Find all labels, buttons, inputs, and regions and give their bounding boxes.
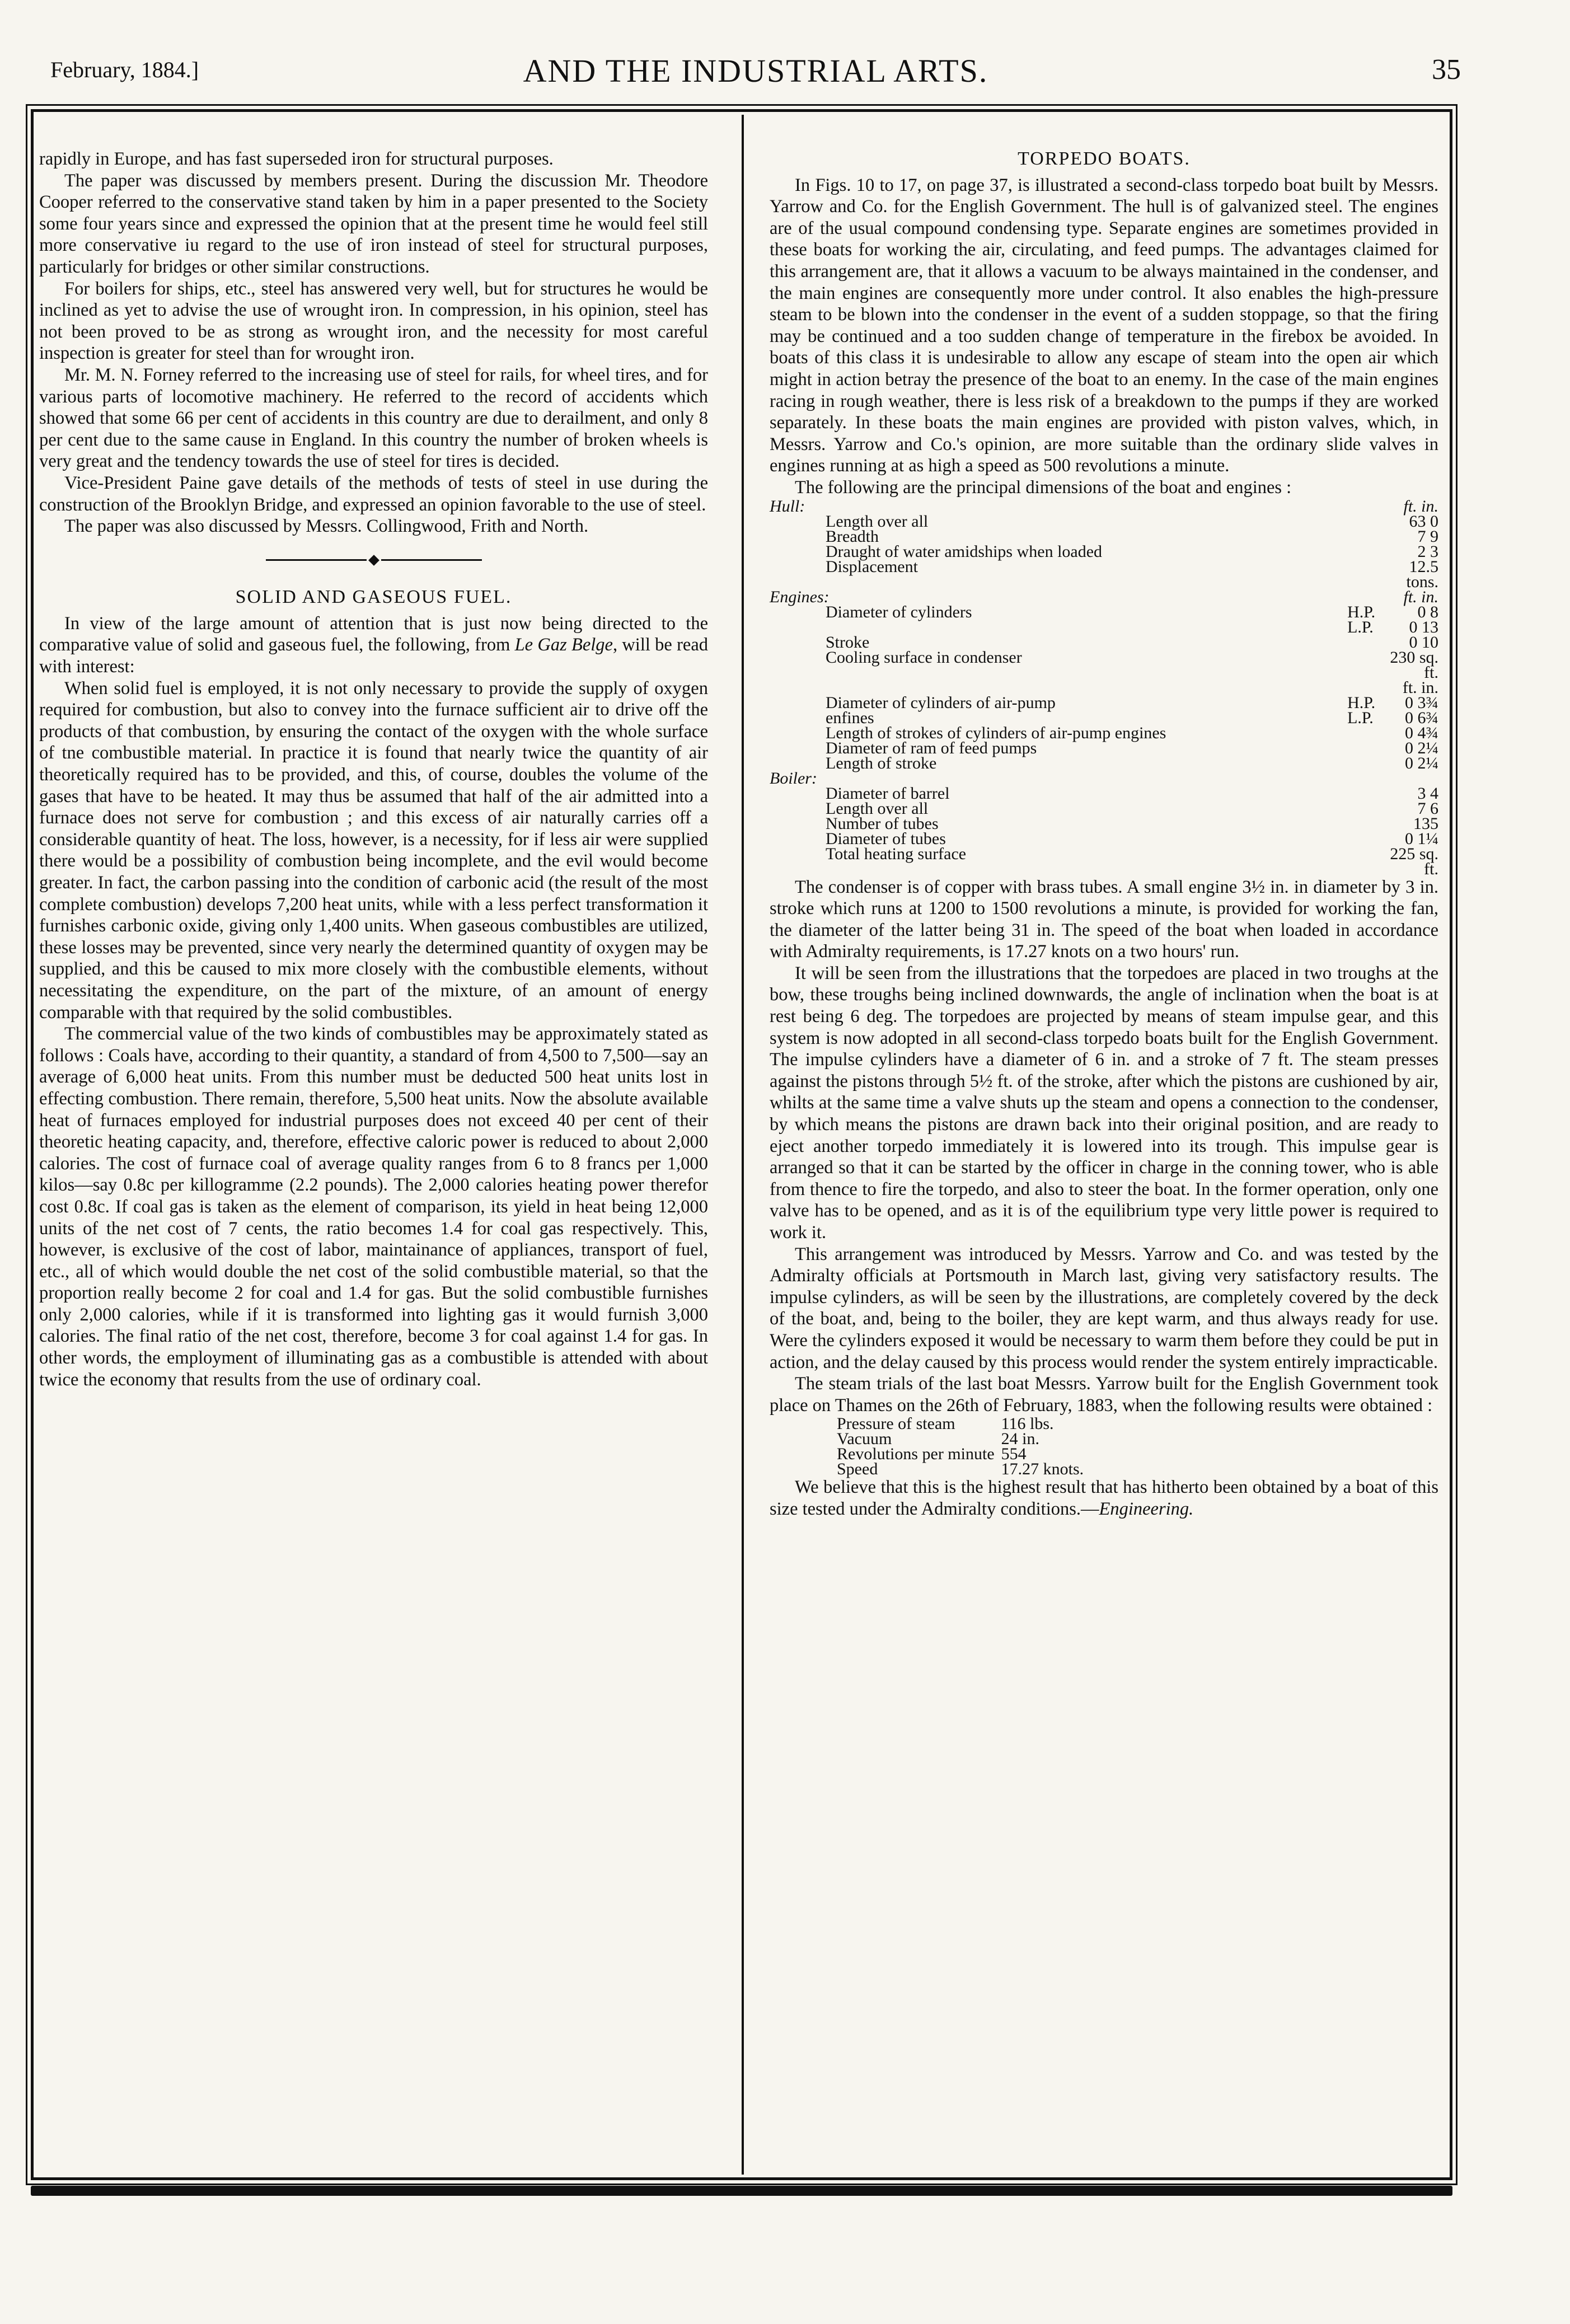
paragraph: The following are the principal dimensions of the boat and engines : <box>795 477 1292 498</box>
paragraph: The steam trials of the last boat Messrs. Yarrow built for the English Government took place on Thames on the 26th of February, 1883, when the following results were obtained : <box>770 1374 1438 1416</box>
table-row: Diameter of ram of feed pumps 0 2¼ <box>826 738 1438 757</box>
paragraph: The paper was discussed by members present. During the discussion Mr. Theodore Cooper referred to the conservative stand taken by him in a paper presented to the Society some four years since and expressed the opinion that at the present time he would feel still more conservative iu regard to the use of iron instead of steel for structural purposes, particularly for bridges or other similar constructions. <box>39 170 708 277</box>
table-row: Diameter of tubes 0 1¼ <box>826 829 1438 848</box>
table-row: Number of tubes 135 <box>826 814 1438 833</box>
paragraph: We believe that this is the highest result that has hitherto been obtained by a boat of this size tested under the Admiralty conditions.—Engineering. <box>770 1477 1438 1519</box>
table-row: Total heating surface 225 sq. ft. <box>826 844 1438 878</box>
table-row: Length over all 63 0 <box>826 512 1438 531</box>
paragraph: Mr. M. N. Forney referred to the increasing use of steel for rails, for wheel tires, and for various parts of locomotive machinery. He referred to the record of accidents which showed that some 66 per cent of accidents in this country are due to derailment, and only 8 per cent due to the same cause in England. In this country the number of broken wheels is very great and the tendency towards the use of steel for tires is decided. <box>39 364 708 472</box>
dimensions-table <box>770 496 1438 878</box>
paragraph: rapidly in Europe, and has fast superseded iron for structural purposes. <box>39 149 554 169</box>
left-column <box>39 148 708 1390</box>
table-row: Length over all 7 6 <box>826 799 1438 818</box>
section-heading: TORPEDO BOATS. <box>1018 148 1191 169</box>
table-row: Displacement 12.5 tons. <box>826 557 1438 591</box>
table-row: Diameter of cylinders of air-pump H.P. 0 3¾ <box>826 693 1438 712</box>
table-row: enfines L.P. 0 6¾ <box>826 708 1438 727</box>
table-row: Draught of water amidships when loaded 2 3 <box>826 542 1438 561</box>
paragraph: For boilers for ships, etc., steel has answered very well, but for structures he would be inclined as yet to advise the use of wrought iron. In compression, in his opinion, steel has not been proved to be as strong as wrought iron, and the necessity for most careful inspection is greater for steel than for wrought iron. <box>39 278 708 364</box>
table-row: Vacuum 24 in. <box>837 1430 1039 1449</box>
table-row: Speed 17.27 knots. <box>837 1460 1084 1479</box>
table-group-label: Engines: <box>770 587 829 606</box>
paragraph: When solid fuel is employed, it is not only necessary to provide the supply of oxygen required for combustion, but also to convey into the furnace sufficient air to drive off the products of that combustion, by ensuring the contact of the oxygen with the whole surface of tne combustible material. In practice it is found that nearly twice the quantity of air theoretically required has to be provided, and this, of course, doubles the volume of the gases that have to be heated. It may thus be assumed that half of the air admitted into a furnace does not serve for combustion ; and this excess of air naturally carries off a considerable quantity of heat. The loss, however, is a necessity, for if less air were supplied there would be a possibility of combustion being incomplete, and the evil would become greater. In fact, the carbon passing into the condition of carbonic acid (the result of the most complete combustion) develops 7,200 heat units, while with a less perfect transformation it furnishes carbonic oxide, giving only 1,400 units. When gaseous combustibles are utilized, these losses may be prevented, since very nearly the determined quantity of oxygen may be supplied, and this be caused to mix more closely with the combustible elements, without necessitating the expenditure, on the part of the mixture, of an amount of energy comparable with that required by the solid combustibles. <box>39 678 708 1023</box>
right-column <box>770 148 1438 1520</box>
table-row: Cooling surface in condenser 230 sq. ft. <box>826 648 1438 682</box>
trial-results-table <box>837 1416 1090 1477</box>
paragraph: The commercial value of the two kinds of combustibles may be approximately stated as follows : Coals have, according to their quantity, a standard of from 4,500 to 7,500—say an average of 6,000 heat units. From this number must be deducted 500 heat units lost in effecting combustion. There remain, therefore, 5,500 heat units. Now the absolute available heat of furnaces employed for industrial purposes does not exceed 40 per cent of their theoretic heating capacity, and, therefore, effective caloric power is reduced to about 2,000 calories. The cost of furnace coal of average quality ranges from 6 to 8 francs per 1,000 kilos—say 0.8c per killogramme (2.2 pounds). The 2,000 calories heating power therefor cost 0.8c. If coal gas is taken as the element of comparison, its yield in heat being 12,000 units of the net cost of 7 cents, the ratio becomes 1.4 for coal gas respectively. This, however, is exclusive of the cost of labor, maintainance of appliances, transport of fuel, etc., all of which would double the net cost of the solid combustible material, so that the proportion really become 2 for coal and 1.4 for gas. But the solid combustible furnishes only 2,000 calories, while if it is transformed into lighting gas it would furnish 3,000 calories. The final ratio of the net cost, therefore, become 3 for coal against 1.4 for gas. In other words, the employment of illuminating gas as a combustible is attended with about twice the economy that results from the use of ordinary coal. <box>39 1024 708 1390</box>
page-number: 35 <box>1432 54 1461 86</box>
unit-header: ft. in. <box>1403 496 1438 516</box>
table-row: Stroke 0 10 <box>826 632 1438 652</box>
table-row: Revolutions per minute 554 <box>837 1445 1027 1464</box>
table-row: Diameter of barrel 3 4 <box>826 784 1438 803</box>
table-group-label: Boiler: <box>770 769 817 788</box>
column-divider <box>742 115 744 2175</box>
paragraph: In Figs. 10 to 17, on page 37, is illustrated a second-class torpedo boat built by Messrs. Yarrow and Co. for the English Government. The hull is of galvanized steel. The engines are of the usual compound condensing type. Separate engines are sometimes provided in these boats for working the air, circulating, and feed pumps. The advantages claimed for this arrangement are, that it allows a vacuum to be always maintained in the condenser, and the main engines are consequently more under control. It also enables the high-pressure steam to be blown into the condenser in the event of a sudden stoppage, so that the firing may be continued and a too sudden change of temperature in the firebox be avoided. In boats of this class it is undesirable to allow any escape of steam into the open air which might in action betray the presence of the boat to an enemy. In the case of the main engines racing in rough weather, there is less risk of a breakdown to the pumps if they are worked separately. In these boats the main engines are provided with piston valves, which, in Messrs. Yarrow and Co.'s opinion, are more suitable than the ordinary slide valves in engines running at as high a speed as 500 revolutions a minute. <box>770 175 1438 476</box>
section-separator <box>39 549 708 570</box>
table-row: Pressure of steam 116 lbs. <box>837 1414 1054 1433</box>
paragraph: In view of the large amount of attention that is just now being directed to the comparative value of solid and gaseous fuel, the following, from Le Gaz Belge, will be read with interest: <box>39 613 708 677</box>
table-row: Diameter of cylinders H.P. 0 8 <box>826 602 1438 621</box>
source-title: Le Gaz Belge <box>514 635 613 655</box>
paragraph: Vice-President Paine gave details of the methods of tests of steel in use during the construction of the Brooklyn Bridge, and expressed an opinion favorable to the use of steel. <box>39 472 708 515</box>
table-row: Breadth 7 9 <box>826 527 1438 546</box>
running-header <box>50 48 1461 98</box>
issue-date: February, 1884.] <box>50 57 199 82</box>
paragraph: The paper was also discussed by Messrs. Collingwood, Frith and North. <box>64 516 589 537</box>
unit-header: ft. in. <box>1402 678 1438 697</box>
paragraph: This arrangement was introduced by Messrs. Yarrow and Co. and was tested by the Admiralty officials at Portsmouth in March last, giving very satisfactory results. The impulse cylinders, as will be seen by the illustrations, are completely covered by the deck of the boat, and, being to the boiler, they are kept warm, and thus always ready for use. Were the cylinders exposed it would be necessary to warm them before they could be put in action, and the delay caused by this process would render the system entirely impracticable. <box>770 1244 1438 1372</box>
section-heading: SOLID AND GASEOUS FUEL. <box>235 587 512 608</box>
table-row: Length of stroke 0 2¼ <box>826 753 1438 772</box>
table-group-label: Hull: <box>770 496 805 516</box>
journal-title: AND THE INDUSTRIAL ARTS. <box>523 53 988 89</box>
table-row: Length of strokes of cylinders of air-pump engines 0 4¾ <box>826 723 1438 742</box>
paragraph: The condenser is of copper with brass tubes. A small engine 3½ in. in diameter by 3 in. stroke which runs at 1200 to 1500 revolutions a minute, is provided for working the fan, the diameter of the latter being 31 in. The speed of the boat when loaded in accordance with Admiralty requirements, is 17.27 knots on a two hours' run. <box>770 877 1438 962</box>
table-row: L.P. 0 13 <box>1347 617 1438 636</box>
footer-rule <box>31 2186 1452 2196</box>
unit-header: ft. in. <box>1403 587 1438 606</box>
source-title: Engineering. <box>1099 1498 1194 1519</box>
paragraph: It will be seen from the illustrations that the torpedoes are placed in two troughs at the bow, these troughs being inclined downwards, the angle of inclination when the boat is at rest being 6 deg. The torpedoes are projected by means of steam impulse gear, and this system is now adopted in all second-class torpedo boats built for the English Government. The impulse cylinders have a diameter of 6 in. and a stroke of 7 ft. The steam presses against the pistons through 5½ ft. of the stroke, after which the pistons are cushioned by air, whilts at the same time a valve shuts up the steam and opens a connection to the condenser, by which means the pistons are drawn back into their original position, and are ready to eject another torpedo immediately it is lowered into its trough. This impulse gear is arranged so that it can be started by the officer in charge in the conning tower, who is able from thence to fire the torpedo, and also to steer the boat. In the former operation, only one valve has to be opened, and as it is of the equilibrium type very little power is required to work it. <box>770 963 1438 1243</box>
